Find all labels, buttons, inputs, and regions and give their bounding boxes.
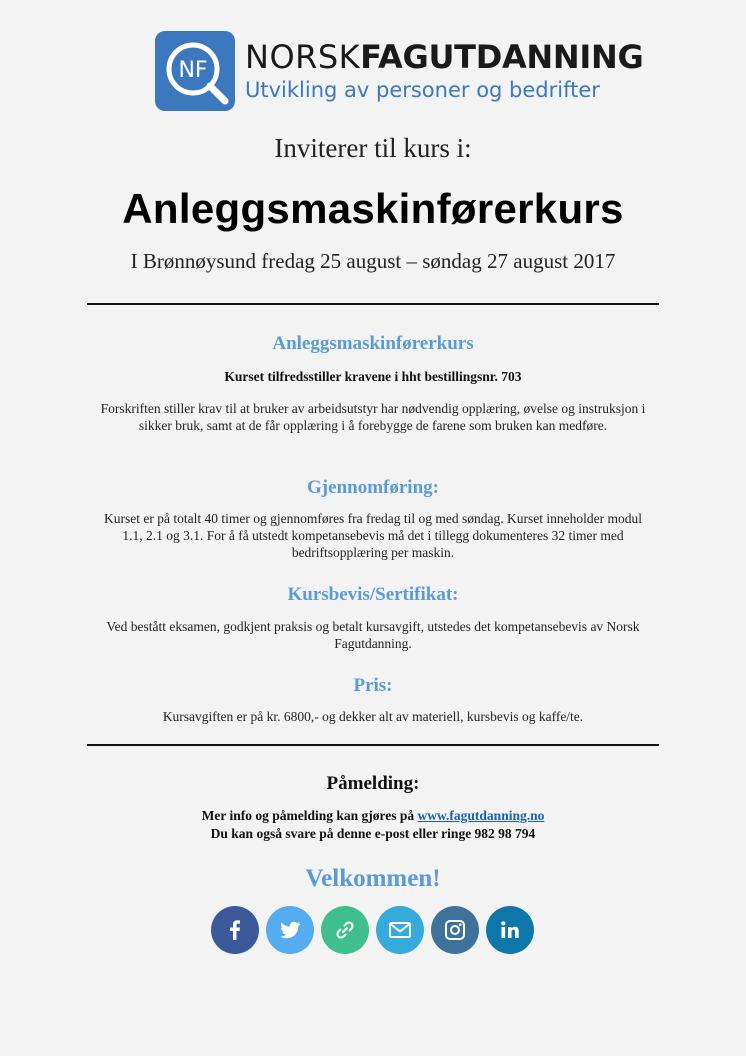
course-title: Anleggsmaskinførerkurs [122,185,624,232]
course-dateline: I Brønnøysund fredag 25 august – søndag 27 august 2017 [130,249,616,273]
section-price-heading: Pris: [353,675,393,696]
divider-bottom [87,744,659,746]
section-certificate-body: Ved bestått eksamen, godkjent praksis og betalt kursavgift, utstedes det kompetansebevis av Norsk Fagutdanning. [106,619,640,651]
facebook-icon[interactable] [211,906,259,954]
logo-monogram: NF [178,58,208,83]
link-icon[interactable] [321,906,369,954]
logo-tagline: Utvikling av personer og bedrifter [245,78,600,102]
logo-name-light: NORSK [245,38,361,76]
section-course-subheading: Kurset tilfredsstiller kravene i hht bestillingsnr. 703 [224,369,522,384]
welcome-text: Velkommen! [305,865,441,892]
twitter-icon[interactable] [266,906,314,954]
signup-info-prefix: Mer info og påmelding kan gjøres på [201,808,418,823]
section-price-body: Kursavgiften er på kr. 6800,- og dekker alt av materiell, kursbevis og kaffe/te. [162,709,584,724]
section-execution-heading: Gjennomføring: [307,477,439,498]
social-links [211,906,535,956]
website-link[interactable]: www.fagutdanning.no [417,808,545,823]
section-execution-body: Kurset er på totalt 40 timer og gjennomføres fra fredag til og med søndag. Kurset inneholder modul 1.1, 2.1 og 3.1. For å få utstedt kompetansebevis må det i tillegg dokumenteres 32 timer med bedriftsopplæring per maskin. [104,511,642,560]
logo-name-bold: FAGUTDANNING [360,38,644,76]
signup-heading: Påmelding: [326,773,420,794]
signup-contact: Du kan også svare på denne e-post eller ringe 982 98 794 [210,826,536,841]
linkedin-icon[interactable] [486,906,534,954]
mail-icon[interactable] [376,906,424,954]
section-course-heading: Anleggsmaskinførerkurs [272,333,474,354]
logo-name [245,37,643,77]
invite-text: Inviterer til kurs i: [274,133,472,163]
signup-info [0,807,746,843]
logo-mark-icon [155,31,235,111]
brand-logo[interactable] [155,31,644,113]
divider-top [87,303,659,305]
section-course-body: Forskriften stiller krav til at bruker av arbeidsutstyr har nødvendig opplæring, øvelse og instruksjon i sikker bruk, samt at de får opplæring i å forebygge de farene som bruken kan medføre. [100,401,646,433]
section-certificate-heading: Kursbevis/Sertifikat: [287,584,459,605]
instagram-icon[interactable] [431,906,479,954]
